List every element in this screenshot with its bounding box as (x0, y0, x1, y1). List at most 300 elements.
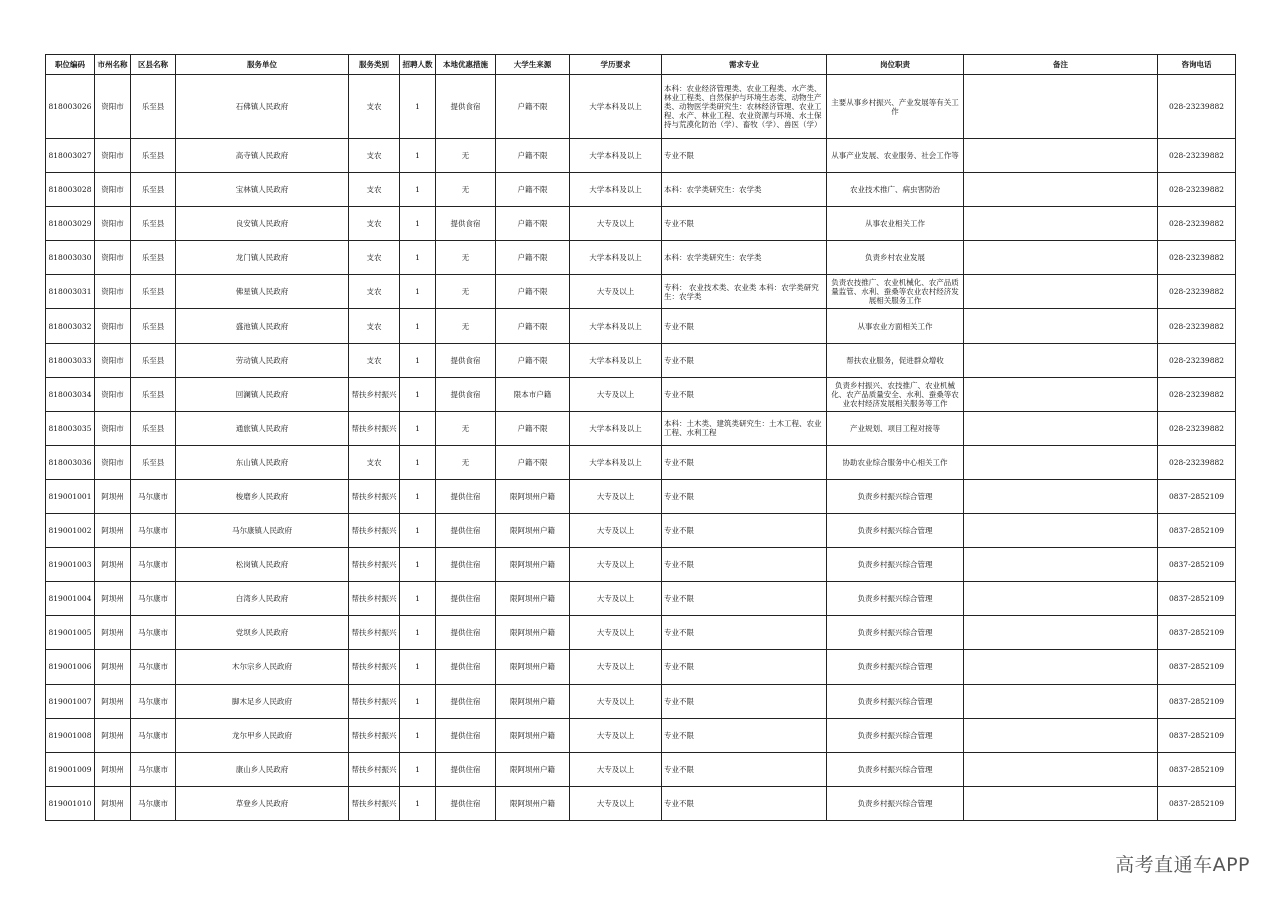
cell-position-code: 818003035 (46, 411, 95, 445)
cell-county: 马尔康市 (131, 616, 176, 650)
cell-position-code: 818003032 (46, 309, 95, 343)
cell-education: 大学本科及以上 (570, 343, 662, 377)
table-row (46, 718, 1236, 752)
cell-county: 乐至县 (131, 377, 176, 411)
cell-service-category: 帮扶乡村振兴 (349, 548, 400, 582)
cell-service-unit: 回澜镇人民政府 (176, 377, 349, 411)
cell-major: 本科：农学类研究生：农学类 (662, 241, 827, 275)
cell-remarks (964, 479, 1158, 513)
cell-phone: 028-23239882 (1158, 343, 1236, 377)
cell-city: 阿坝州 (95, 650, 131, 684)
cell-remarks (964, 309, 1158, 343)
cell-education: 大专及以上 (570, 616, 662, 650)
cell-major: 专业不限 (662, 445, 827, 479)
cell-phone: 028-23239882 (1158, 309, 1236, 343)
cell-headcount: 1 (400, 616, 436, 650)
cell-city: 资阳市 (95, 139, 131, 173)
cell-phone: 028-23239882 (1158, 173, 1236, 207)
cell-student-origin: 户籍不限 (496, 445, 570, 479)
cell-headcount: 1 (400, 139, 436, 173)
cell-student-origin: 户籍不限 (496, 139, 570, 173)
cell-service-category: 支农 (349, 75, 400, 139)
cell-service-unit: 康山乡人民政府 (176, 752, 349, 786)
cell-local-benefits: 无 (436, 173, 496, 207)
cell-education: 大专及以上 (570, 377, 662, 411)
cell-duties: 协助农业综合服务中心相关工作 (827, 445, 964, 479)
cell-phone: 0837-2852109 (1158, 684, 1236, 718)
cell-student-origin: 户籍不限 (496, 173, 570, 207)
cell-city: 阿坝州 (95, 684, 131, 718)
cell-county: 马尔康市 (131, 718, 176, 752)
table-row (46, 582, 1236, 616)
cell-remarks (964, 786, 1158, 820)
cell-student-origin: 限本市户籍 (496, 377, 570, 411)
cell-remarks (964, 275, 1158, 309)
cell-service-unit: 木尔宗乡人民政府 (176, 650, 349, 684)
cell-local-benefits: 提供食宿 (436, 207, 496, 241)
cell-service-unit: 松岗镇人民政府 (176, 548, 349, 582)
cell-remarks (964, 139, 1158, 173)
table-row (46, 207, 1236, 241)
cell-education: 大专及以上 (570, 582, 662, 616)
table-row (46, 75, 1236, 139)
cell-county: 乐至县 (131, 75, 176, 139)
cell-service-unit: 石佛镇人民政府 (176, 75, 349, 139)
cell-education: 大专及以上 (570, 752, 662, 786)
cell-county: 乐至县 (131, 207, 176, 241)
cell-phone: 0837-2852109 (1158, 786, 1236, 820)
cell-county: 马尔康市 (131, 479, 176, 513)
cell-phone: 028-23239882 (1158, 241, 1236, 275)
cell-remarks (964, 718, 1158, 752)
cell-major: 专业不限 (662, 514, 827, 548)
cell-education: 大专及以上 (570, 684, 662, 718)
cell-city: 资阳市 (95, 241, 131, 275)
col-header-education: 学历要求 (570, 55, 662, 75)
col-header-county: 区县名称 (131, 55, 176, 75)
cell-city: 资阳市 (95, 445, 131, 479)
cell-major: 专业不限 (662, 684, 827, 718)
cell-education: 大学本科及以上 (570, 445, 662, 479)
cell-local-benefits: 提供食宿 (436, 343, 496, 377)
cell-local-benefits: 提供住宿 (436, 786, 496, 820)
cell-education: 大专及以上 (570, 548, 662, 582)
cell-service-unit: 良安镇人民政府 (176, 207, 349, 241)
cell-duties: 负责乡村振兴综合管理 (827, 616, 964, 650)
cell-education: 大学本科及以上 (570, 241, 662, 275)
cell-city: 阿坝州 (95, 514, 131, 548)
cell-headcount: 1 (400, 650, 436, 684)
cell-city: 阿坝州 (95, 548, 131, 582)
cell-duties: 负责乡村振兴综合管理 (827, 479, 964, 513)
table-row (46, 377, 1236, 411)
cell-service-unit: 党坝乡人民政府 (176, 616, 349, 650)
cell-phone: 028-23239882 (1158, 75, 1236, 139)
cell-duties: 农业技术推广、病虫害防治 (827, 173, 964, 207)
cell-headcount: 1 (400, 309, 436, 343)
table-row (46, 173, 1236, 207)
col-header-local-benefits: 本地优惠措施 (436, 55, 496, 75)
col-header-service-category: 服务类别 (349, 55, 400, 75)
cell-local-benefits: 无 (436, 309, 496, 343)
cell-student-origin: 限阿坝州户籍 (496, 684, 570, 718)
cell-city: 阿坝州 (95, 479, 131, 513)
cell-position-code: 818003029 (46, 207, 95, 241)
cell-major: 专业不限 (662, 616, 827, 650)
cell-headcount: 1 (400, 718, 436, 752)
table-row (46, 650, 1236, 684)
cell-service-unit: 通旅镇人民政府 (176, 411, 349, 445)
cell-service-category: 帮扶乡村振兴 (349, 411, 400, 445)
cell-duties: 主要从事乡村振兴、产业发展等有关工作 (827, 75, 964, 139)
cell-major: 专业不限 (662, 752, 827, 786)
cell-student-origin: 限阿坝州户籍 (496, 752, 570, 786)
table-row (46, 445, 1236, 479)
cell-remarks (964, 377, 1158, 411)
cell-student-origin: 限阿坝州户籍 (496, 479, 570, 513)
cell-local-benefits: 无 (436, 411, 496, 445)
cell-county: 乐至县 (131, 173, 176, 207)
col-header-headcount: 招聘人数 (400, 55, 436, 75)
cell-service-category: 帮扶乡村振兴 (349, 479, 400, 513)
col-header-student-origin: 大学生来源 (496, 55, 570, 75)
table-row (46, 241, 1236, 275)
table-row (46, 275, 1236, 309)
cell-remarks (964, 75, 1158, 139)
cell-service-category: 帮扶乡村振兴 (349, 786, 400, 820)
cell-duties: 负责乡村农业发展 (827, 241, 964, 275)
cell-duties: 负责乡村振兴综合管理 (827, 548, 964, 582)
header-row (46, 55, 1236, 75)
table-row (46, 752, 1236, 786)
cell-service-unit: 白湾乡人民政府 (176, 582, 349, 616)
cell-headcount: 1 (400, 548, 436, 582)
table-row (46, 786, 1236, 820)
cell-education: 大专及以上 (570, 207, 662, 241)
cell-major: 专业不限 (662, 650, 827, 684)
cell-city: 资阳市 (95, 173, 131, 207)
cell-local-benefits: 无 (436, 241, 496, 275)
cell-service-category: 支农 (349, 445, 400, 479)
col-header-remarks: 备注 (964, 55, 1158, 75)
cell-local-benefits: 提供住宿 (436, 718, 496, 752)
cell-student-origin: 限阿坝州户籍 (496, 650, 570, 684)
cell-student-origin: 限阿坝州户籍 (496, 514, 570, 548)
cell-position-code: 818003033 (46, 343, 95, 377)
col-header-city: 市州名称 (95, 55, 131, 75)
cell-service-category: 支农 (349, 275, 400, 309)
cell-service-category: 支农 (349, 139, 400, 173)
cell-phone: 0837-2852109 (1158, 616, 1236, 650)
cell-service-category: 帮扶乡村振兴 (349, 718, 400, 752)
cell-remarks (964, 752, 1158, 786)
cell-local-benefits: 无 (436, 139, 496, 173)
cell-service-category: 帮扶乡村振兴 (349, 752, 400, 786)
cell-duties: 负责农技推广、农业机械化、农产品质量监管、水利、蚕桑等农业农村经济发展相关服务工作 (827, 275, 964, 309)
cell-education: 大专及以上 (570, 275, 662, 309)
cell-headcount: 1 (400, 343, 436, 377)
cell-city: 资阳市 (95, 207, 131, 241)
cell-education: 大学本科及以上 (570, 173, 662, 207)
cell-headcount: 1 (400, 377, 436, 411)
cell-major: 专业不限 (662, 548, 827, 582)
cell-duties: 负责乡村振兴综合管理 (827, 786, 964, 820)
cell-student-origin: 户籍不限 (496, 275, 570, 309)
cell-city: 资阳市 (95, 275, 131, 309)
cell-position-code: 819001009 (46, 752, 95, 786)
cell-county: 马尔康市 (131, 514, 176, 548)
cell-position-code: 819001006 (46, 650, 95, 684)
cell-position-code: 819001010 (46, 786, 95, 820)
cell-student-origin: 限阿坝州户籍 (496, 548, 570, 582)
cell-local-benefits: 提供住宿 (436, 650, 496, 684)
cell-position-code: 818003027 (46, 139, 95, 173)
cell-education: 大专及以上 (570, 479, 662, 513)
cell-phone: 028-23239882 (1158, 275, 1236, 309)
recruitment-table (45, 54, 1236, 821)
cell-local-benefits: 提供住宿 (436, 514, 496, 548)
cell-position-code: 818003030 (46, 241, 95, 275)
cell-major: 专业不限 (662, 479, 827, 513)
cell-major: 专业不限 (662, 139, 827, 173)
cell-remarks (964, 650, 1158, 684)
cell-headcount: 1 (400, 241, 436, 275)
cell-duties: 负责乡村振兴综合管理 (827, 718, 964, 752)
cell-headcount: 1 (400, 752, 436, 786)
table-row (46, 616, 1236, 650)
cell-service-unit: 佛星镇人民政府 (176, 275, 349, 309)
cell-education: 大学本科及以上 (570, 139, 662, 173)
table-row (46, 684, 1236, 718)
cell-duties: 负责乡村振兴综合管理 (827, 650, 964, 684)
cell-local-benefits: 提供住宿 (436, 582, 496, 616)
cell-position-code: 819001003 (46, 548, 95, 582)
table-row (46, 411, 1236, 445)
cell-city: 资阳市 (95, 75, 131, 139)
table-row (46, 548, 1236, 582)
cell-duties: 负责乡村振兴、农技推广、农业机械化、农产品质量安全、水利、蚕桑等农业农村经济发展相关服务等工作 (827, 377, 964, 411)
cell-city: 阿坝州 (95, 786, 131, 820)
col-header-duties: 岗位职责 (827, 55, 964, 75)
cell-major: 本科：土木类、建筑类研究生：土木工程、农业工程、水利工程 (662, 411, 827, 445)
cell-county: 马尔康市 (131, 684, 176, 718)
cell-county: 乐至县 (131, 343, 176, 377)
cell-remarks (964, 173, 1158, 207)
cell-phone: 028-23239882 (1158, 377, 1236, 411)
cell-local-benefits: 无 (436, 275, 496, 309)
cell-local-benefits: 无 (436, 445, 496, 479)
cell-service-unit: 草登乡人民政府 (176, 786, 349, 820)
cell-local-benefits: 提供住宿 (436, 616, 496, 650)
cell-education: 大专及以上 (570, 718, 662, 752)
cell-service-category: 支农 (349, 207, 400, 241)
cell-county: 乐至县 (131, 241, 176, 275)
cell-service-unit: 脚木足乡人民政府 (176, 684, 349, 718)
cell-major: 本科：农业经济管理类、农业工程类、水产类、林业工程类、自然保护与环境生态类、动物生产类、动物医学类研究生：农林经济管理、农业工程、水产、林业工程、农业资源与环境、水土保持与荒漠化防治（学）、畜牧（学）、兽医（学） (662, 75, 827, 139)
cell-county: 乐至县 (131, 309, 176, 343)
cell-education: 大专及以上 (570, 786, 662, 820)
cell-headcount: 1 (400, 445, 436, 479)
cell-service-category: 支农 (349, 241, 400, 275)
cell-local-benefits: 提供食宿 (436, 75, 496, 139)
cell-service-unit: 梭磨乡人民政府 (176, 479, 349, 513)
cell-service-unit: 龙门镇人民政府 (176, 241, 349, 275)
cell-phone: 028-23239882 (1158, 445, 1236, 479)
cell-duties: 负责乡村振兴综合管理 (827, 752, 964, 786)
cell-duties: 从事农业方面相关工作 (827, 309, 964, 343)
cell-major: 专业不限 (662, 718, 827, 752)
cell-city: 资阳市 (95, 411, 131, 445)
cell-position-code: 818003034 (46, 377, 95, 411)
table-row (46, 139, 1236, 173)
cell-service-unit: 马尔康镇人民政府 (176, 514, 349, 548)
cell-major: 专业不限 (662, 309, 827, 343)
col-header-service-unit: 服务单位 (176, 55, 349, 75)
cell-phone: 028-23239882 (1158, 411, 1236, 445)
cell-phone: 028-23239882 (1158, 207, 1236, 241)
cell-city: 资阳市 (95, 377, 131, 411)
cell-county: 乐至县 (131, 275, 176, 309)
cell-service-category: 帮扶乡村振兴 (349, 377, 400, 411)
cell-student-origin: 户籍不限 (496, 411, 570, 445)
cell-service-category: 帮扶乡村振兴 (349, 650, 400, 684)
cell-position-code: 819001008 (46, 718, 95, 752)
cell-duties: 帮扶农业服务，促进群众增收 (827, 343, 964, 377)
cell-county: 乐至县 (131, 445, 176, 479)
cell-student-origin: 户籍不限 (496, 343, 570, 377)
cell-phone: 0837-2852109 (1158, 650, 1236, 684)
cell-duties: 从事农业相关工作 (827, 207, 964, 241)
cell-major: 专业不限 (662, 207, 827, 241)
cell-major: 本科：农学类研究生：农学类 (662, 173, 827, 207)
cell-student-origin: 限阿坝州户籍 (496, 616, 570, 650)
cell-phone: 0837-2852109 (1158, 718, 1236, 752)
cell-student-origin: 户籍不限 (496, 75, 570, 139)
cell-position-code: 819001002 (46, 514, 95, 548)
table-row (46, 514, 1236, 548)
cell-education: 大专及以上 (570, 650, 662, 684)
cell-headcount: 1 (400, 786, 436, 820)
cell-duties: 产业规划、项目工程对接等 (827, 411, 964, 445)
cell-service-unit: 高寺镇人民政府 (176, 139, 349, 173)
cell-city: 阿坝州 (95, 616, 131, 650)
cell-service-unit: 宝林镇人民政府 (176, 173, 349, 207)
cell-position-code: 819001007 (46, 684, 95, 718)
cell-remarks (964, 514, 1158, 548)
cell-remarks (964, 411, 1158, 445)
cell-city: 阿坝州 (95, 752, 131, 786)
cell-local-benefits: 提供食宿 (436, 377, 496, 411)
cell-headcount: 1 (400, 173, 436, 207)
cell-county: 马尔康市 (131, 752, 176, 786)
cell-position-code: 819001004 (46, 582, 95, 616)
table-row (46, 309, 1236, 343)
cell-position-code: 818003026 (46, 75, 95, 139)
cell-headcount: 1 (400, 514, 436, 548)
table-row (46, 479, 1236, 513)
cell-phone: 0837-2852109 (1158, 582, 1236, 616)
cell-education: 大学本科及以上 (570, 309, 662, 343)
cell-position-code: 819001005 (46, 616, 95, 650)
cell-service-category: 支农 (349, 173, 400, 207)
cell-student-origin: 限阿坝州户籍 (496, 786, 570, 820)
cell-service-unit: 盛池镇人民政府 (176, 309, 349, 343)
cell-service-category: 帮扶乡村振兴 (349, 514, 400, 548)
cell-headcount: 1 (400, 275, 436, 309)
cell-position-code: 818003036 (46, 445, 95, 479)
cell-service-category: 帮扶乡村振兴 (349, 616, 400, 650)
cell-major: 专业不限 (662, 582, 827, 616)
cell-duties: 负责乡村振兴综合管理 (827, 684, 964, 718)
col-header-major: 需求专业 (662, 55, 827, 75)
table-row (46, 343, 1236, 377)
cell-headcount: 1 (400, 479, 436, 513)
cell-local-benefits: 提供住宿 (436, 684, 496, 718)
cell-remarks (964, 343, 1158, 377)
cell-county: 马尔康市 (131, 650, 176, 684)
cell-county: 马尔康市 (131, 548, 176, 582)
cell-phone: 0837-2852109 (1158, 548, 1236, 582)
cell-remarks (964, 548, 1158, 582)
cell-local-benefits: 提供住宿 (436, 479, 496, 513)
cell-education: 大专及以上 (570, 514, 662, 548)
cell-student-origin: 户籍不限 (496, 309, 570, 343)
cell-student-origin: 限阿坝州户籍 (496, 718, 570, 752)
cell-service-category: 支农 (349, 309, 400, 343)
cell-education: 大学本科及以上 (570, 75, 662, 139)
cell-major: 专科： 农业技术类、农业类 本科：农学类研究生：农学类 (662, 275, 827, 309)
cell-duties: 负责乡村振兴综合管理 (827, 514, 964, 548)
col-header-phone: 咨询电话 (1158, 55, 1236, 75)
cell-service-category: 帮扶乡村振兴 (349, 582, 400, 616)
cell-headcount: 1 (400, 207, 436, 241)
cell-phone: 028-23239882 (1158, 139, 1236, 173)
cell-headcount: 1 (400, 411, 436, 445)
cell-major: 专业不限 (662, 343, 827, 377)
cell-local-benefits: 提供住宿 (436, 752, 496, 786)
cell-student-origin: 户籍不限 (496, 207, 570, 241)
cell-position-code: 818003028 (46, 173, 95, 207)
cell-position-code: 818003031 (46, 275, 95, 309)
cell-city: 资阳市 (95, 309, 131, 343)
cell-county: 马尔康市 (131, 582, 176, 616)
cell-major: 专业不限 (662, 377, 827, 411)
cell-service-unit: 龙尔甲乡人民政府 (176, 718, 349, 752)
cell-position-code: 819001001 (46, 479, 95, 513)
cell-county: 乐至县 (131, 411, 176, 445)
cell-phone: 0837-2852109 (1158, 752, 1236, 786)
cell-county: 乐至县 (131, 139, 176, 173)
cell-duties: 从事产业发展、农业服务、社会工作等 (827, 139, 964, 173)
cell-major: 专业不限 (662, 786, 827, 820)
cell-remarks (964, 582, 1158, 616)
cell-service-unit: 东山镇人民政府 (176, 445, 349, 479)
cell-city: 资阳市 (95, 343, 131, 377)
cell-headcount: 1 (400, 684, 436, 718)
col-header-position-code: 职位编码 (46, 55, 95, 75)
cell-city: 阿坝州 (95, 718, 131, 752)
cell-remarks (964, 241, 1158, 275)
cell-phone: 0837-2852109 (1158, 479, 1236, 513)
cell-service-unit: 劳动镇人民政府 (176, 343, 349, 377)
cell-student-origin: 户籍不限 (496, 241, 570, 275)
cell-remarks (964, 684, 1158, 718)
cell-duties: 负责乡村振兴综合管理 (827, 582, 964, 616)
cell-city: 阿坝州 (95, 582, 131, 616)
cell-remarks (964, 616, 1158, 650)
cell-student-origin: 限阿坝州户籍 (496, 582, 570, 616)
watermark-text: 高考直通车APP (1115, 854, 1250, 876)
